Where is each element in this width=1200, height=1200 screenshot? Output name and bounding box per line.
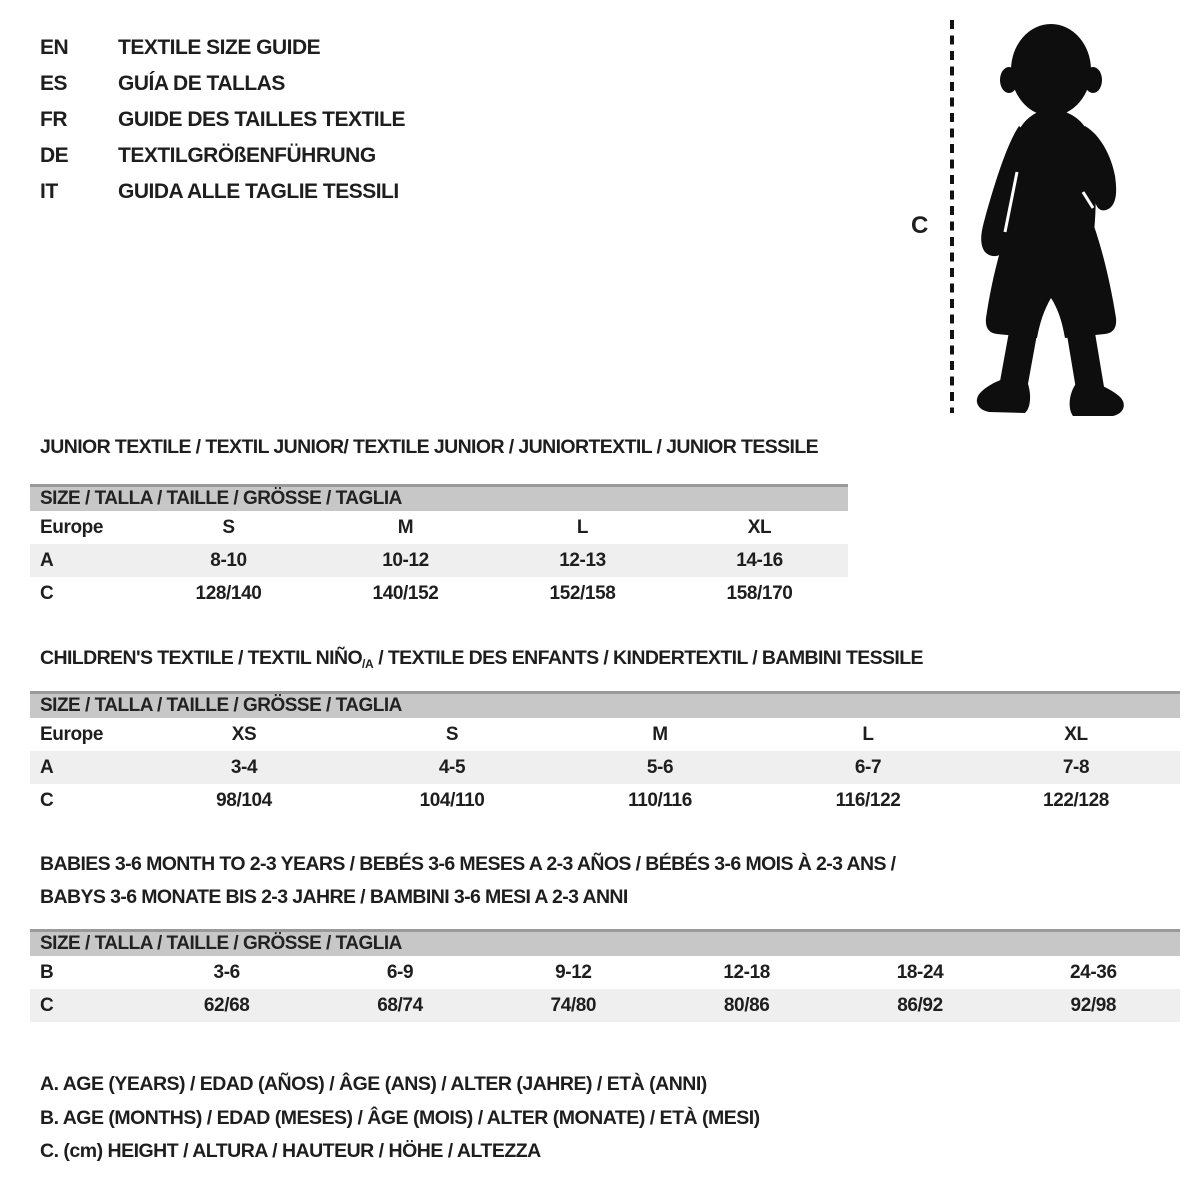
language-row-en [40,30,405,66]
table-cell: 9-12 [555,961,592,983]
table-cell: 6-7 [854,756,882,778]
height-measure-label: C [911,212,929,239]
table-cell: 110/116 [628,789,692,811]
table-cell: 3-4 [230,756,258,778]
row-label: B [40,961,54,983]
table-cell: 92/98 [1070,994,1117,1016]
babies-size-table [30,929,1180,1022]
language-code: EN [40,36,69,59]
table-cell: 158/170 [726,582,793,604]
table-cell: L [576,516,589,538]
table-cell: 7-8 [1062,756,1090,778]
table-cell: 68/74 [377,994,423,1016]
language-row-es [40,66,405,102]
table-cell: 140/152 [372,582,439,604]
table-cell: 4-5 [438,756,466,778]
table-cell: 18-24 [896,961,944,983]
row-label: Europe [40,723,104,745]
baby-silhouette [977,24,1124,416]
language-list [40,30,405,210]
row-label: A [40,549,54,571]
table-row [30,544,848,577]
row-label: A [40,756,54,778]
footnote-c: C. (cm) HEIGHT / ALTURA / HAUTEUR / HÖHE / ALTEZZA [40,1140,541,1163]
children-title-pre: CHILDREN'S TEXTILE / TEXTIL NIÑO [40,647,363,669]
table-header-bar: SIZE / TALLA / TAILLE / GRÖSSE / TAGLIA [30,484,848,511]
table-cell: 8-10 [210,549,247,571]
table-row [30,718,1180,751]
language-row-fr [40,102,405,138]
table-cell: XS [231,723,257,745]
babies-section-title-line1: BABIES 3-6 MONTH TO 2-3 YEARS / BEBÉS 3-6 MESES A 2-3 AÑOS / BÉBÉS 3-6 MOIS À 2-3 ANS / [40,853,896,875]
table-cell: 128/140 [195,582,262,604]
language-code: IT [40,180,58,203]
table-cell: 14-16 [736,549,783,571]
children-title-post: / TEXTILE DES ENFANTS / KINDERTEXTIL / BAMBINI TESSILE [373,647,923,669]
language-title: TEXTILGRÖßENFÜHRUNG [118,144,376,167]
table-cell: L [862,723,874,745]
table-cell: 10-12 [382,549,429,571]
row-label: C [40,994,54,1016]
language-code: ES [40,72,68,95]
table-row [30,784,1180,817]
height-measure-figure [885,12,1155,424]
row-label: C [40,582,54,604]
table-row [30,956,1180,989]
table-cell: S [445,723,459,745]
language-title: GUIDE DES TAILLES TEXTILE [118,108,405,131]
table-cell: 98/104 [216,789,272,811]
table-cell: M [652,723,668,745]
footnotes [40,1068,760,1169]
table-cell: 80/86 [723,994,770,1016]
footnote-b: B. AGE (MONTHS) / EDAD (MESES) / ÂGE (MOIS) / ALTER (MONATE) / ETÀ (MESI) [40,1106,760,1129]
language-row-de [40,138,405,174]
table-cell: 6-9 [386,961,414,983]
table-cell: 86/92 [897,994,943,1016]
table-cell: 3-6 [213,961,240,983]
table-row [30,511,848,544]
table-row [30,989,1180,1022]
table-cell: 62/68 [203,994,250,1016]
table-cell: 24-36 [1070,961,1117,983]
table-cell: 5-6 [646,756,674,778]
table-row [30,751,1180,784]
junior-section-title: JUNIOR TEXTILE / TEXTIL JUNIOR/ TEXTILE JUNIOR / JUNIORTEXTIL / JUNIOR TESSILE [40,436,819,458]
table-cell: M [397,516,414,538]
table-header-bar: SIZE / TALLA / TAILLE / GRÖSSE / TAGLIA [30,691,1180,718]
language-code: FR [40,108,67,131]
table-cell: 12-18 [723,961,770,983]
table-cell: XL [747,516,772,538]
row-label: C [40,789,54,811]
table-cell: S [222,516,235,538]
language-row-it [40,174,405,210]
table-row [30,577,848,610]
table-header-bar: SIZE / TALLA / TAILLE / GRÖSSE / TAGLIA [30,929,1180,956]
table-cell: 12-13 [559,549,606,571]
table-cell: 122/128 [1043,789,1109,811]
table-cell: 152/158 [549,582,616,604]
table-cell: 116/122 [835,789,901,811]
language-title: GUÍA DE TALLAS [118,72,285,95]
children-size-table [30,691,1180,817]
row-label: Europe [40,516,104,538]
babies-section-title-line2: BABYS 3-6 MONATE BIS 2-3 JAHRE / BAMBINI 3-6 MESI A 2-3 ANNI [40,886,628,908]
table-cell: 74/80 [550,994,597,1016]
children-title-subscript: /A [362,657,374,671]
children-section-title [40,647,923,671]
language-title: GUIDA ALLE TAGLIE TESSILI [118,180,399,203]
table-cell: 104/110 [419,789,485,811]
footnote-a: A. AGE (YEARS) / EDAD (AÑOS) / ÂGE (ANS) / ALTER (JAHRE) / ETÀ (ANNI) [40,1073,707,1096]
language-code: DE [40,144,69,167]
table-cell: XL [1064,723,1088,745]
junior-size-table [30,484,848,610]
language-title: TEXTILE SIZE GUIDE [118,36,321,59]
